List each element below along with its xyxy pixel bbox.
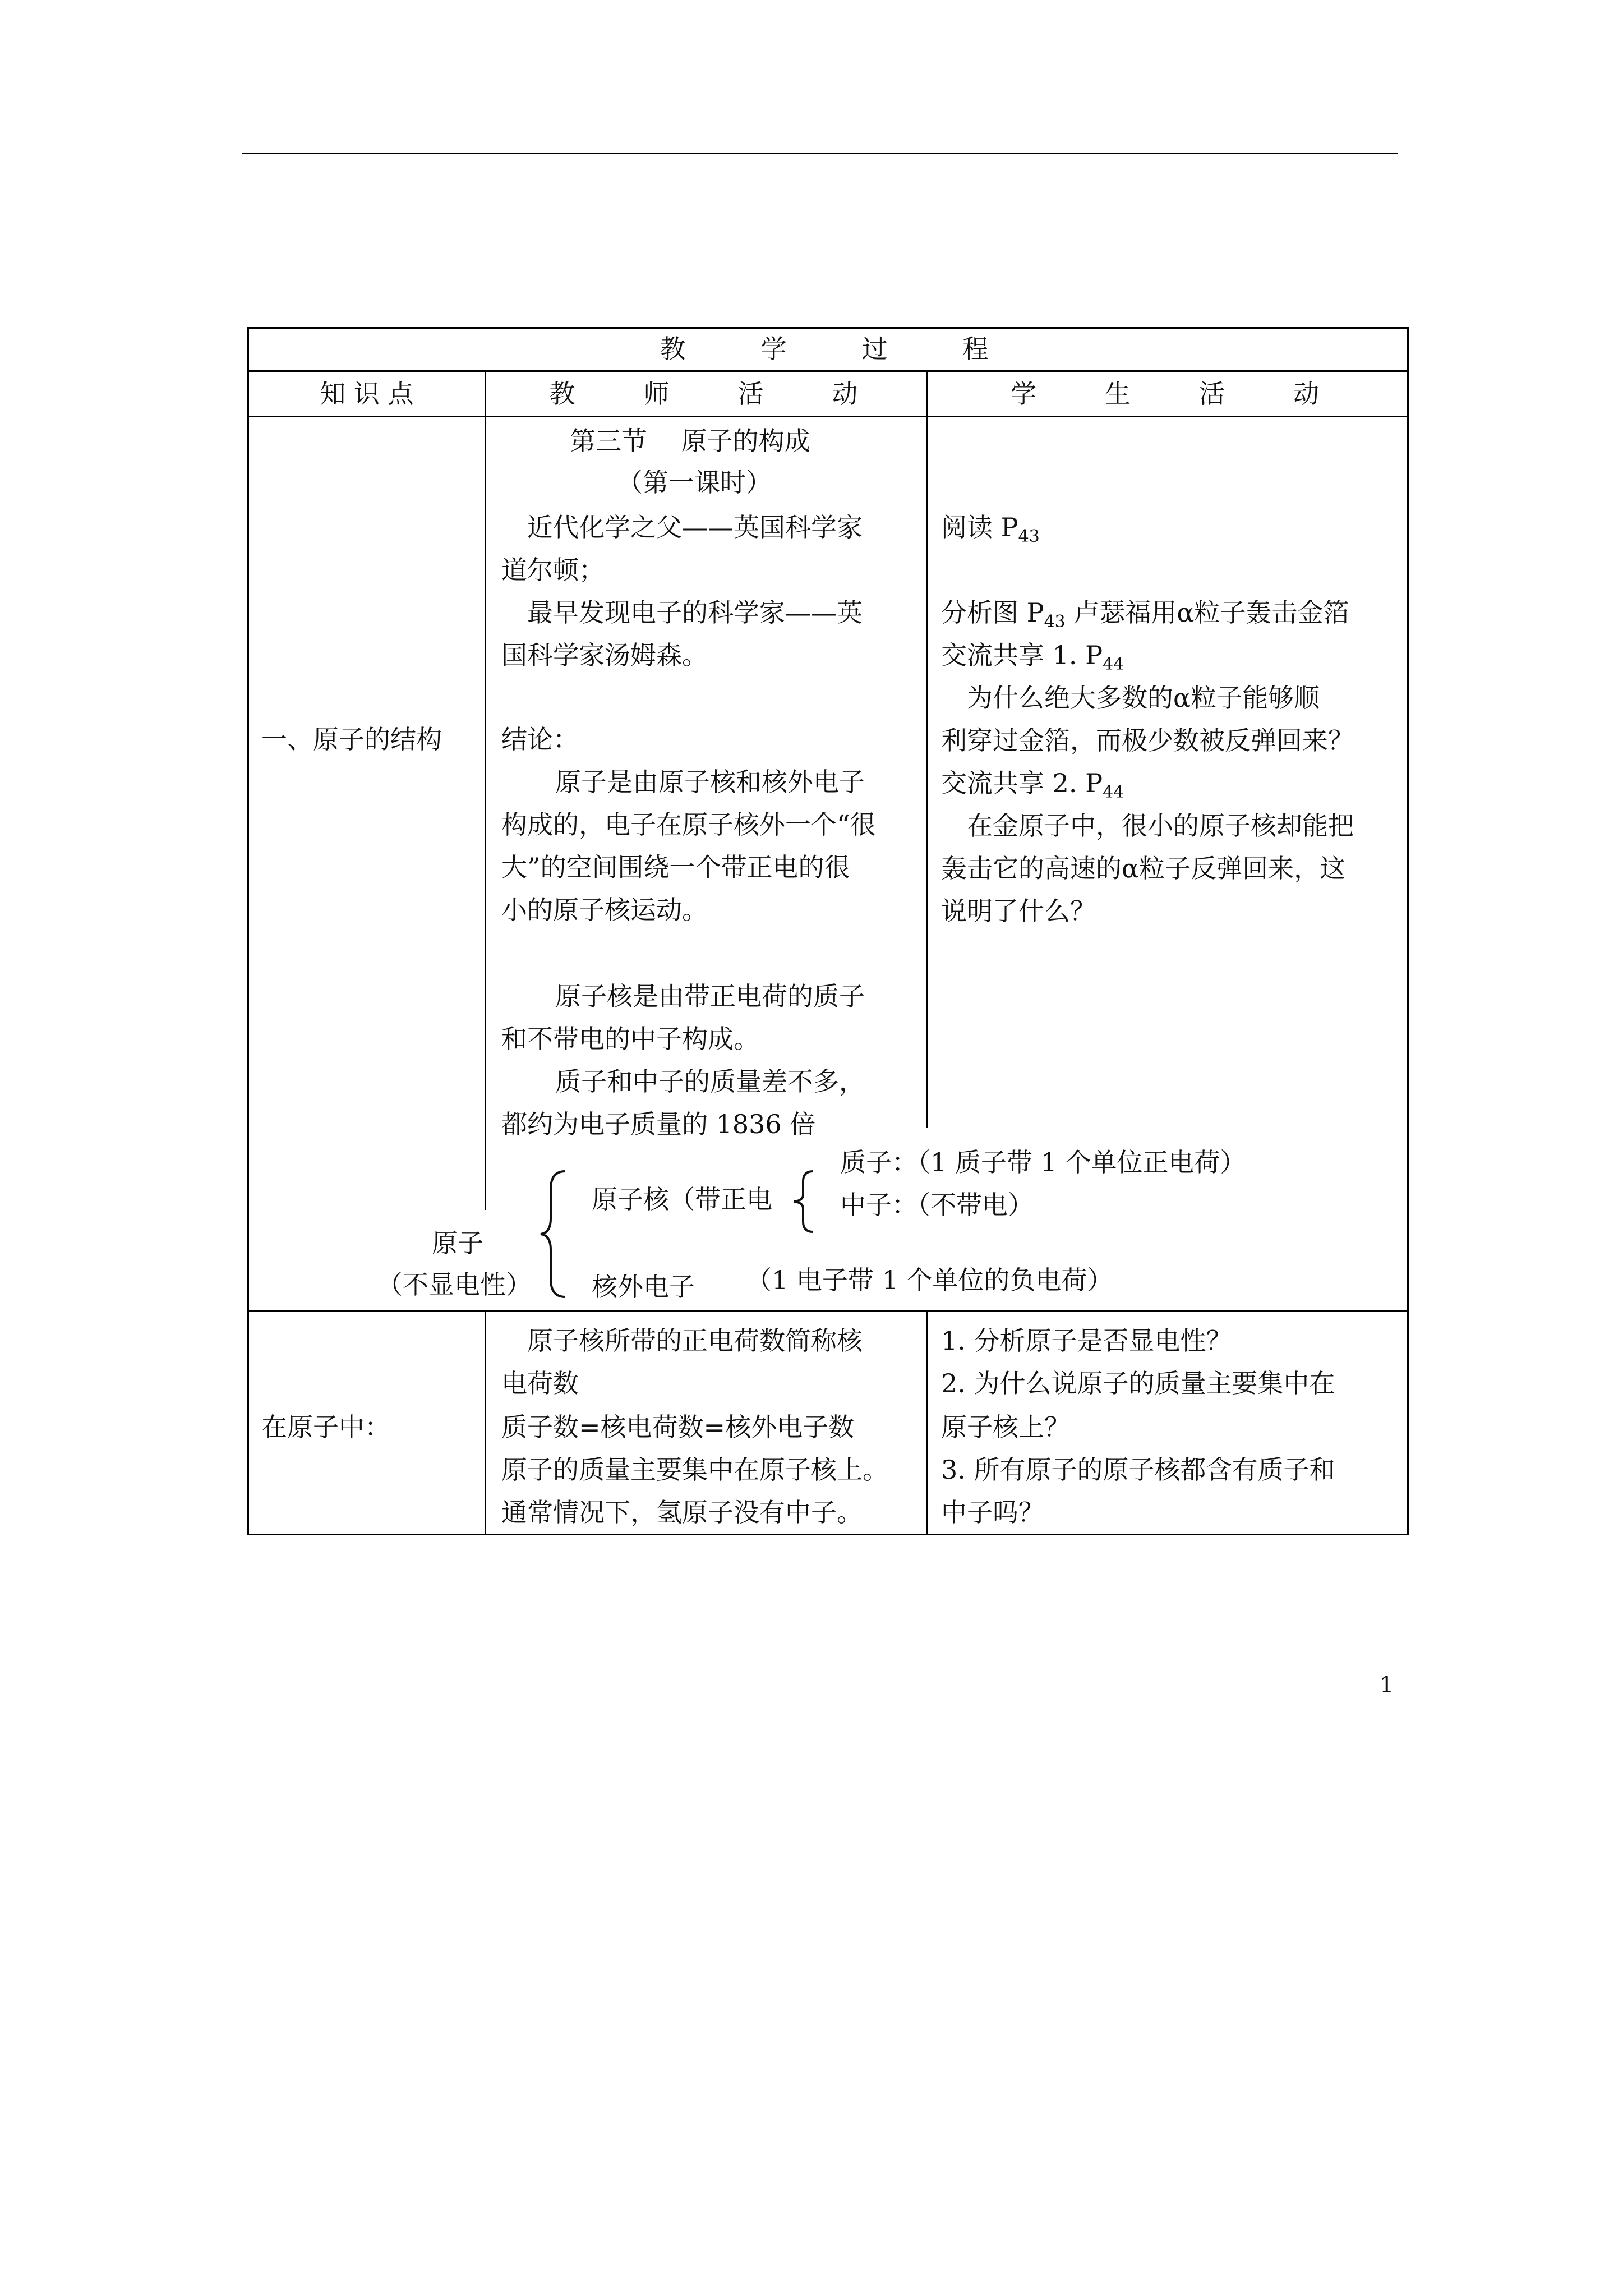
col-divider-1a bbox=[485, 370, 486, 1210]
col-header-student: 学 生 活 动 bbox=[1011, 379, 1325, 409]
lesson-period: （第一课时） bbox=[617, 467, 772, 498]
teacher-line: 质子和中子的质量差不多， bbox=[555, 1066, 865, 1097]
student-analyze: 分析图 $P_{43}$ 卢瑟福用α粒子轰击金箔 bbox=[941, 597, 1349, 632]
knowledge-point-in-atom: 在原子中： bbox=[261, 1412, 390, 1442]
diagram-nucleus: 原子核（带正电 bbox=[592, 1184, 772, 1214]
student-line: 3. 所有原子的原子核都含有质子和 bbox=[941, 1455, 1335, 1485]
col-header-knowledge: 知 识 点 bbox=[320, 379, 414, 409]
diagram-atom: 原子 bbox=[432, 1228, 483, 1258]
table-left-border bbox=[247, 327, 249, 1535]
student-line: 在金原子中，很小的原子核却能把 bbox=[967, 811, 1354, 841]
table-right-border bbox=[1407, 327, 1409, 1535]
diagram-proton: 质子：（1 质子带 1 个单位正电荷） bbox=[840, 1147, 1246, 1177]
student-share-1: 交流共享 1. $P_{44}$ bbox=[941, 640, 1124, 674]
teacher-line: 通常情况下，氢原子没有中子。 bbox=[501, 1497, 863, 1527]
diagram-atom-note: （不显电性） bbox=[377, 1269, 532, 1300]
diagram-electron: 核外电子 bbox=[592, 1272, 695, 1302]
table-bottom-border bbox=[247, 1534, 1409, 1535]
teacher-line: 国科学家汤姆森。 bbox=[501, 640, 708, 670]
conclusion-label: 结论： bbox=[501, 724, 579, 754]
lesson-title: 第三节 原子的构成 bbox=[570, 426, 810, 456]
knowledge-point-structure: 一、原子的结构 bbox=[261, 724, 442, 754]
teacher-line: 原子核是由带正电荷的质子 bbox=[555, 981, 865, 1011]
col-divider-2a bbox=[926, 370, 928, 1128]
col-header-teacher: 教 师 活 动 bbox=[549, 379, 864, 409]
table-header-divider bbox=[247, 416, 1409, 417]
large-brace bbox=[538, 1167, 572, 1301]
diagram-neutron: 中子：（不带电） bbox=[840, 1190, 1034, 1220]
student-line: 1. 分析原子是否显电性？ bbox=[941, 1326, 1232, 1356]
table-section-divider bbox=[247, 1310, 1409, 1312]
student-share-2: 交流共享 2. $P_{44}$ bbox=[941, 768, 1124, 802]
student-read: 阅读 $P_{43}$ bbox=[941, 512, 1040, 546]
teacher-line: 大”的空间围绕一个带正电的很 bbox=[501, 852, 850, 882]
teacher-line: 原子是由原子核和核外电子 bbox=[555, 767, 865, 797]
teacher-line: 都约为电子质量的 1836 倍 bbox=[501, 1109, 816, 1139]
student-line: 2. 为什么说原子的质量主要集中在 bbox=[941, 1368, 1335, 1398]
table-title-divider bbox=[247, 370, 1409, 372]
teacher-line: 和不带电的中子构成。 bbox=[501, 1024, 759, 1054]
teacher-line: 电荷数 bbox=[501, 1368, 579, 1398]
teacher-line: 近代化学之父——英国科学家 bbox=[527, 512, 863, 542]
teacher-line: 质子数=核电荷数=核外电子数 bbox=[501, 1412, 855, 1442]
student-line: 轰击它的高速的α粒子反弹回来，这 bbox=[941, 853, 1346, 884]
student-line: 说明了什么？ bbox=[941, 896, 1096, 926]
table-title: 教 学 过 程 bbox=[660, 334, 997, 364]
student-line: 利穿过金箔，而极少数被反弹回来？ bbox=[941, 725, 1354, 756]
diagram-electron-note: （1 电子带 1 个单位的负电荷） bbox=[746, 1265, 1113, 1295]
teacher-line: 小的原子核运动。 bbox=[501, 895, 708, 925]
header-rule bbox=[242, 153, 1398, 154]
page-number: 1 bbox=[1380, 1672, 1394, 1698]
teacher-line: 原子核所带的正电荷数简称核 bbox=[527, 1326, 863, 1356]
col-divider-2b bbox=[926, 1310, 928, 1535]
teacher-line: 最早发现电子的科学家——英 bbox=[527, 597, 863, 628]
col-divider-1b bbox=[485, 1310, 486, 1535]
teacher-line: 道尔顿； bbox=[501, 555, 605, 585]
student-line: 中子吗？ bbox=[941, 1497, 1044, 1527]
small-brace bbox=[791, 1168, 818, 1235]
teacher-line: 原子的质量主要集中在原子核上。 bbox=[501, 1455, 888, 1485]
student-line: 原子核上？ bbox=[941, 1412, 1070, 1442]
student-line: 为什么绝大多数的α粒子能够顺 bbox=[967, 683, 1320, 713]
teacher-line: 构成的，电子在原子核外一个“很 bbox=[501, 809, 876, 840]
